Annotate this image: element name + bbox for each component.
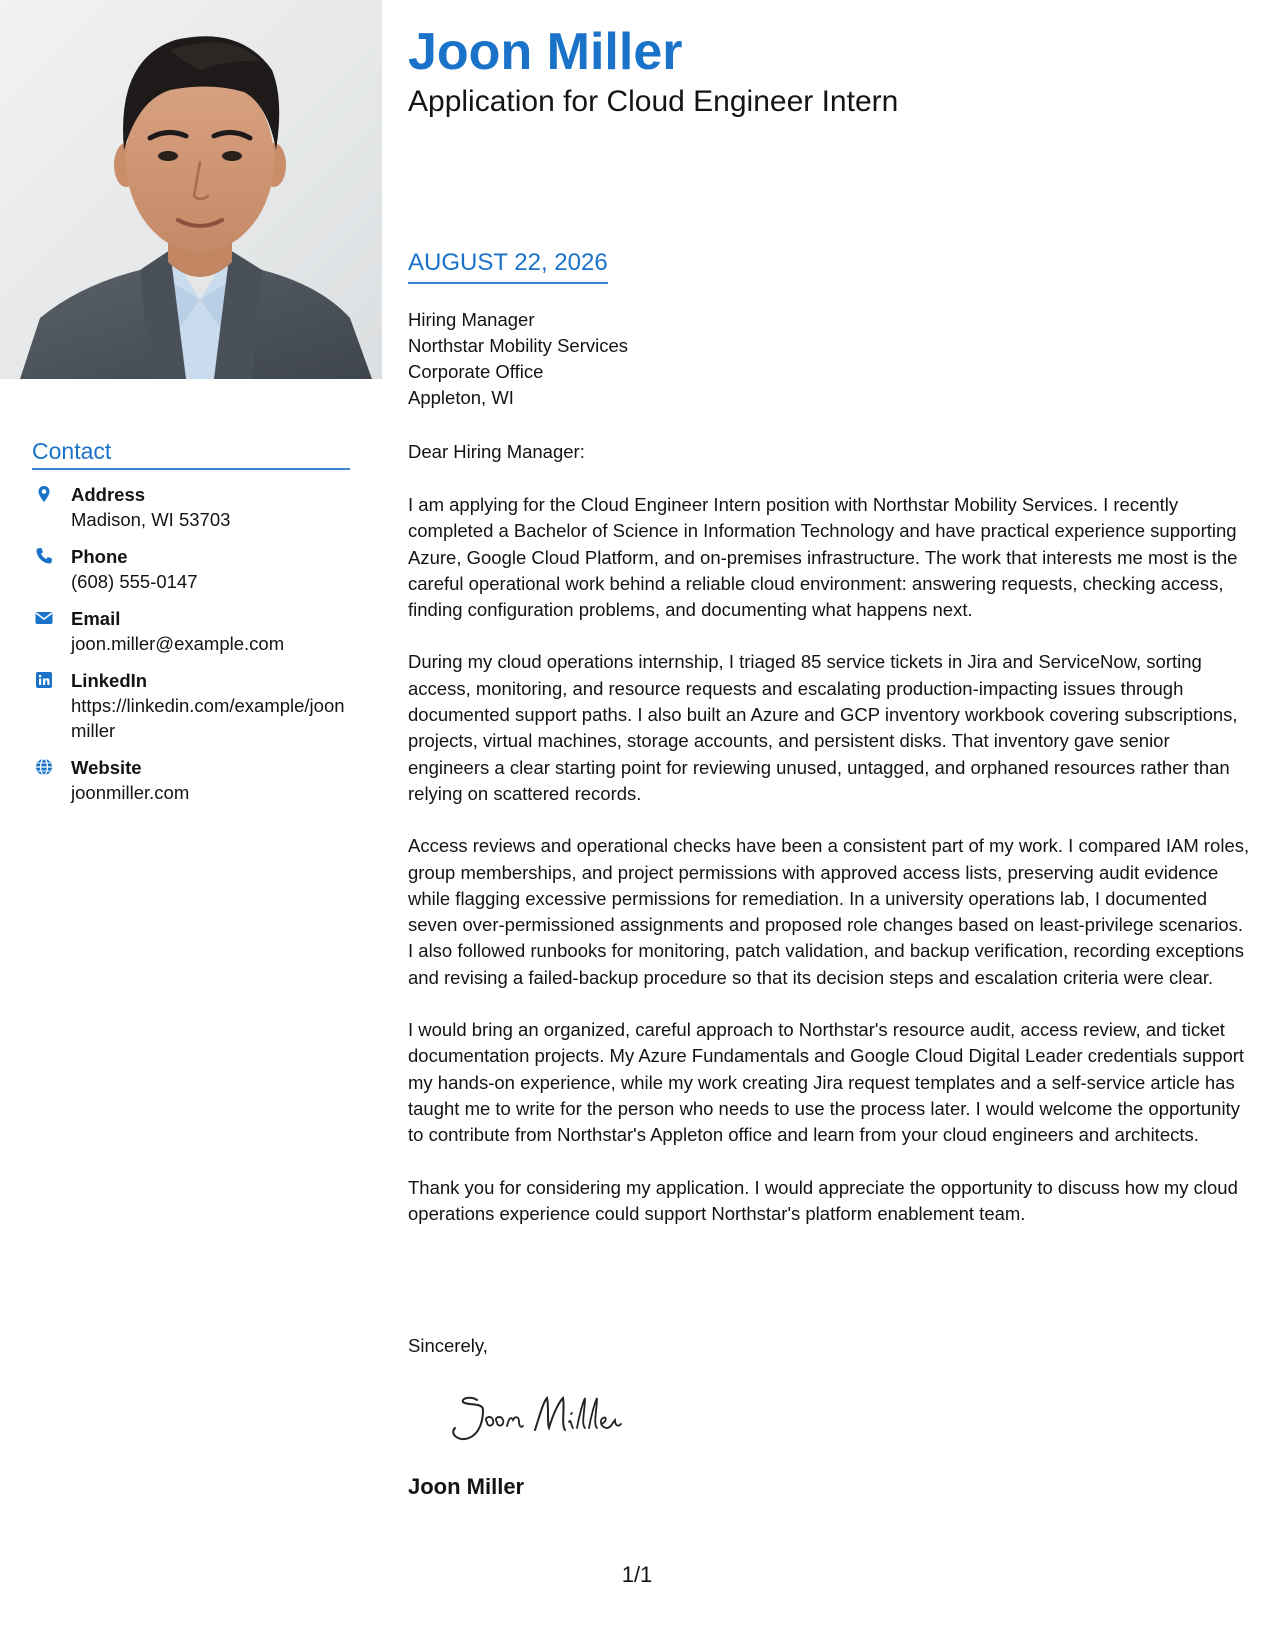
signer-name: Joon Miller <box>408 1474 525 1499</box>
recipient-block <box>408 307 628 411</box>
contact-phone <box>32 544 350 594</box>
contact-label: Email <box>71 608 121 629</box>
application-title: Application for Cloud Engineer Intern <box>408 85 899 118</box>
envelope-icon <box>35 609 53 627</box>
contact-value: Madison, WI 53703 <box>71 509 231 530</box>
map-pin-icon <box>35 485 53 503</box>
closing: Sincerely, <box>408 1335 488 1356</box>
recipient-line: Corporate Office <box>408 361 544 382</box>
recipient-line: Appleton, WI <box>408 387 514 408</box>
linkedin-link[interactable]: https://linkedin.com/example/joonmiller <box>71 695 345 741</box>
contact-email <box>32 606 350 656</box>
body-paragraph: Access reviews and operational checks have been a consistent part of my work. I compared IAM roles, group memberships, and project permissions with approved access lists, preserving audit evidence while flagging excessive permissions for remediation. In a university operations lab, I documented seven over-permissioned assignments and proposed role changes based on least-privilege scenarios. I also followed runbooks for monitoring, patch validation, and backup verification, recording exceptions and revising a failed-backup procedure so that its decision steps and escalation criteria were clear. <box>408 835 1250 988</box>
handwritten-signature <box>443 1388 643 1444</box>
contact-website <box>32 755 350 805</box>
globe-icon <box>35 758 53 776</box>
email-link[interactable]: joon.miller@example.com <box>71 633 285 654</box>
contact-section <box>32 436 350 805</box>
contact-linkedin <box>32 668 350 743</box>
contact-label: Phone <box>71 546 128 567</box>
contact-label: LinkedIn <box>71 670 148 691</box>
recipient-line: Northstar Mobility Services <box>408 335 629 356</box>
page-number: 1/1 <box>621 1562 653 1587</box>
recipient-line: Hiring Manager <box>408 309 535 330</box>
contact-value: (608) 555-0147 <box>71 571 198 592</box>
linkedin-icon <box>35 671 53 689</box>
body-paragraph: I would bring an organized, careful approach to Northstar's resource audit, access review, and ticket documentation projects. My Azure Fundamentals and Google Cloud Digital Leader credentials support my hands-on experience, while my work creating Jira request templates and a self-service article has taught me to write for the person who needs to use the process later. I would welcome the opportunity to contribute from Northstar's Appleton office and learn from your cloud engineers and architects. <box>408 1019 1245 1146</box>
letter-date: AUGUST 22, 2026 <box>408 247 608 284</box>
contact-heading: Contact <box>32 436 350 470</box>
applicant-name: Joon Miller <box>408 23 683 81</box>
salutation: Dear Hiring Manager: <box>408 441 585 462</box>
body-paragraph: I am applying for the Cloud Engineer Intern position with Northstar Mobility Services. I recently completed a Bachelor of Science in Information Technology and have practical experience supporting Azure, Google Cloud Platform, and on-premises infrastructure. The work that interests me most is the careful operational work behind a reliable cloud environment: answering requests, checking access, finding configuration problems, and documenting what happens next. <box>408 494 1238 621</box>
body-paragraph: During my cloud operations internship, I triaged 85 service tickets in Jira and ServiceNow, sorting access, monitoring, and resource requests and escalating production-impacting issues through documented support paths. I also built an Azure and GCP inventory workbook covering subscriptions, projects, virtual machines, storage accounts, and persistent disks. That inventory gave senior engineers a clear starting point for reviewing unused, untagged, and orphaned resources rather than relying on scattered records. <box>408 651 1238 804</box>
profile-photo <box>0 0 382 379</box>
contact-label: Website <box>71 757 142 778</box>
contact-address <box>32 482 350 532</box>
contact-label: Address <box>71 484 146 505</box>
body-paragraph: Thank you for considering my application. I would appreciate the opportunity to discuss how my cloud operations experience could support Northstar's platform enablement team. <box>408 1176 1238 1224</box>
letter-body <box>408 492 1252 1253</box>
phone-icon <box>35 547 53 565</box>
website-link[interactable]: joonmiller.com <box>71 782 190 803</box>
